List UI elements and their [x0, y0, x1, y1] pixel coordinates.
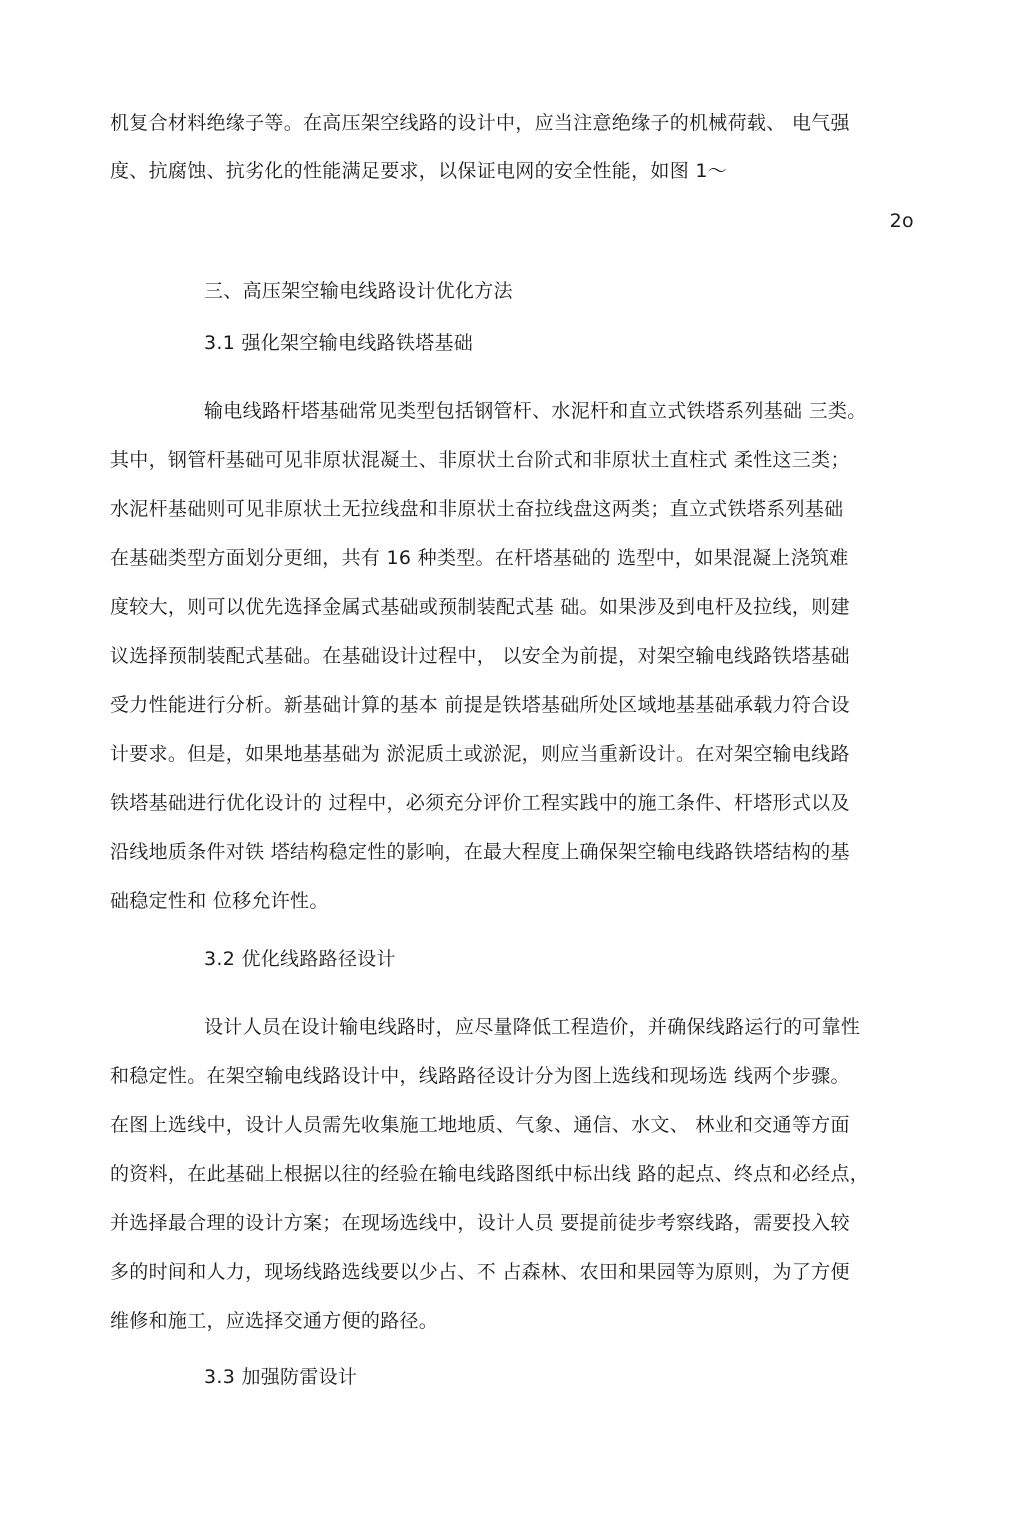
subsection-heading: 3.3 加强防雷设计 — [204, 1366, 358, 1388]
paragraph-line: 沿线地质条件对铁 塔结构稳定性的影响，在最大程度上确保架空输电线路铁塔结构的基 — [110, 841, 850, 863]
paragraph-line: 设计人员在设计输电线路时，应尽量降低工程造价，并确保线路运行的可靠性 — [204, 1016, 861, 1038]
section-heading: 三、高压架空输电线路设计优化方法 — [204, 280, 513, 302]
paragraph-line: 在基础类型方面划分更细，共有 16 种类型。在杆塔基础的 选型中，如果混凝上浇筑难 — [110, 547, 849, 569]
paragraph-line: 础稳定性和 位移允许性。 — [110, 890, 329, 912]
paragraph-line: 其中，钢管杆基础可见非原状混凝土、非原状土台阶式和非原状土直柱式 柔性这三类； — [110, 449, 850, 471]
subsection-heading: 3.1 强化架空输电线路铁塔基础 — [204, 332, 474, 354]
paragraph-line: 水泥杆基础则可见非原状土无拉线盘和非原状土奋拉线盘这两类；直立式铁塔系列基础 — [110, 498, 844, 520]
paragraph-line: 机复合材料绝缘子等。在高压架空线路的设计中，应当注意绝缘子的机械荷载、 电气强 — [110, 112, 850, 134]
paragraph-line: 并选择最合理的设计方案；在现场选线中，设计人员 要提前徒步考察线路，需要投入较 — [110, 1212, 850, 1234]
paragraph-line: 铁塔基础进行优化设计的 过程中，必须充分评价工程实践中的施工条件、杆塔形式以及 — [110, 792, 850, 814]
paragraph-line: 受力性能进行分析。新基础计算的基本 前提是铁塔基础所处区域地基基础承载力符合设 — [110, 694, 850, 716]
paragraph-line: 度较大，则可以优先选择金属式基础或预制装配式基 础。如果涉及到电杆及拉线，则建 — [110, 596, 850, 618]
paragraph-line: 议选择预制装配式基础。在基础设计过程中， 以安全为前提，对架空输电线路铁塔基础 — [110, 645, 850, 667]
paragraph-line: 输电线路杆塔基础常见类型包括钢管杆、水泥杆和直立式铁塔系列基础 三类。 — [204, 400, 867, 422]
paragraph-line: 和稳定性。在架空输电线路设计中，线路路径设计分为图上选线和现场选 线两个步骤。 — [110, 1065, 850, 1087]
paragraph-line: 多的时间和人力，现场线路选线要以少占、不 占森林、农田和果园等为原则，为了方便 — [110, 1261, 850, 1283]
paragraph-line: 在图上选线中，设计人员需先收集施工地地质、气象、通信、水文、 林业和交通等方面 — [110, 1114, 850, 1136]
figure-reference: 2o — [889, 210, 914, 232]
paragraph-line: 的资料，在此基础上根据以往的经验在输电线路图纸中标出线 路的起点、终点和必经点， — [110, 1163, 870, 1185]
paragraph-line: 度、抗腐蚀、抗劣化的性能满足要求，以保证电网的安全性能，如图 1～ — [110, 160, 728, 182]
paragraph-line: 计要求。但是，如果地基基础为 淤泥质土或淤泥，则应当重新设计。在对架空输电线路 — [110, 743, 850, 765]
subsection-heading: 3.2 优化线路路径设计 — [204, 948, 396, 970]
paragraph-line: 维修和施工，应选择交通方便的路径。 — [110, 1310, 439, 1332]
